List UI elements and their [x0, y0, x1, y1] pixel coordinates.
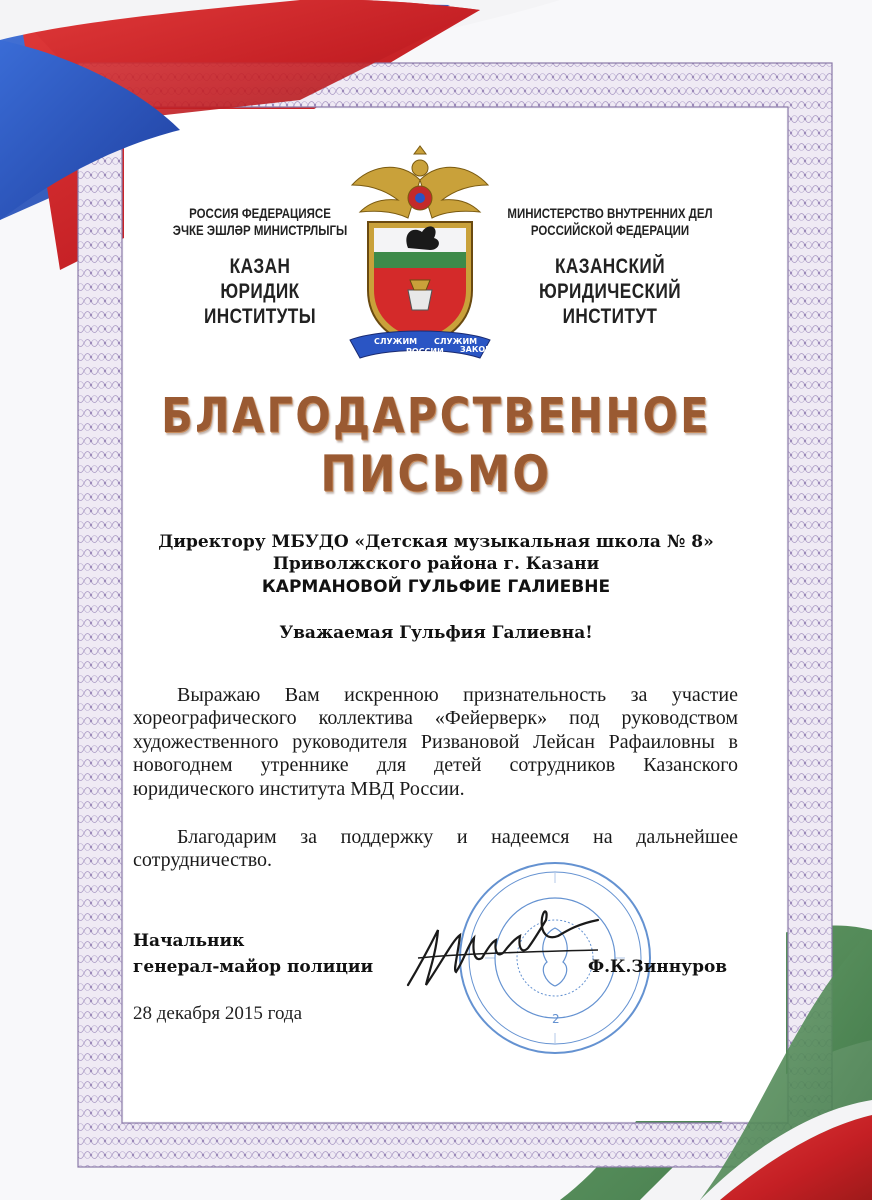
salutation: Уважаемая Гульфия Галиевна!	[279, 623, 593, 643]
header-right-ministry-line2: РОССИЙСКОЙ ФЕДЕРАЦИИ	[530, 222, 690, 238]
addressee-line1: Директору МБУДО «Детская музыкальная школа № 8»	[158, 532, 714, 552]
signer-name: Ф.К.Зиннуров	[588, 957, 728, 977]
svg-text:2: 2	[552, 1012, 560, 1026]
document-title-line1: БЛАГОДАРСТВЕННОЕ	[161, 388, 711, 444]
body-paragraph-1-text: Выражаю Вам искренною признательность за участие хореографического коллектива «Фейерверк» под руководством художественного руководителя Ризвановой Лейсан Рафаиловны в новогоднем утреннике для детей сотрудников Казанского юридического института МВД России.	[133, 684, 738, 800]
header-right-institute-line3: ИНСТИТУТ	[562, 305, 658, 328]
header-left-ministry	[162, 205, 359, 239]
header-left-institute-line2: ЮРИДИК	[220, 280, 300, 303]
body-paragraph-2-text: Благодарим за поддержку и надеемся на дальнейшее сотрудничество.	[133, 826, 738, 872]
document-date: 28 декабря 2015 года	[133, 1003, 303, 1024]
header-right-institute-line1: КАЗАНСКИЙ	[554, 255, 665, 278]
header-left-institute-line1: КАЗАН	[229, 255, 291, 278]
ribbon-text-mid: РОССИИ	[406, 347, 444, 356]
header-right-ministry	[495, 205, 725, 239]
header-left-institute-line3: ИНСТИТУТЫ	[203, 305, 317, 328]
ribbon-text-left: СЛУЖИМ	[374, 337, 418, 346]
body-paragraph-1	[133, 684, 738, 801]
handwritten-signature	[398, 900, 628, 1000]
eagle-heads	[412, 160, 428, 176]
header-left-institute	[162, 254, 359, 329]
header-left-ministry-line1: РОССИЯ ФЕДЕРАЦИЯСЕ	[189, 205, 331, 221]
institute-emblem	[330, 140, 510, 370]
ribbon-text-right-1: СЛУЖИМ	[434, 337, 478, 346]
ribbon-text-right-2: ЗАКОНУ	[460, 345, 499, 354]
signer-position-2: генерал-майор полиции	[133, 957, 374, 977]
header-left-ministry-line2: ЭЧКЕ ЭШЛӘР МИНИСТРЛЫГЫ	[172, 222, 348, 238]
addressee-line2: Приволжского района г. Казани	[272, 554, 600, 574]
addressee-name: КАРМАНОВОЙ ГУЛЬФИЕ ГАЛИЕВНЕ	[261, 577, 611, 597]
header-right-institute-line2: ЮРИДИЧЕСКИЙ	[538, 280, 682, 303]
header-right-ministry-line1: МИНИСТЕРСТВО ВНУТРЕННИХ ДЕЛ	[507, 205, 713, 221]
signer-position-1: Начальник	[133, 931, 245, 951]
header-right-institute	[495, 254, 725, 329]
document-title-line2: ПИСЬМО	[320, 445, 552, 503]
